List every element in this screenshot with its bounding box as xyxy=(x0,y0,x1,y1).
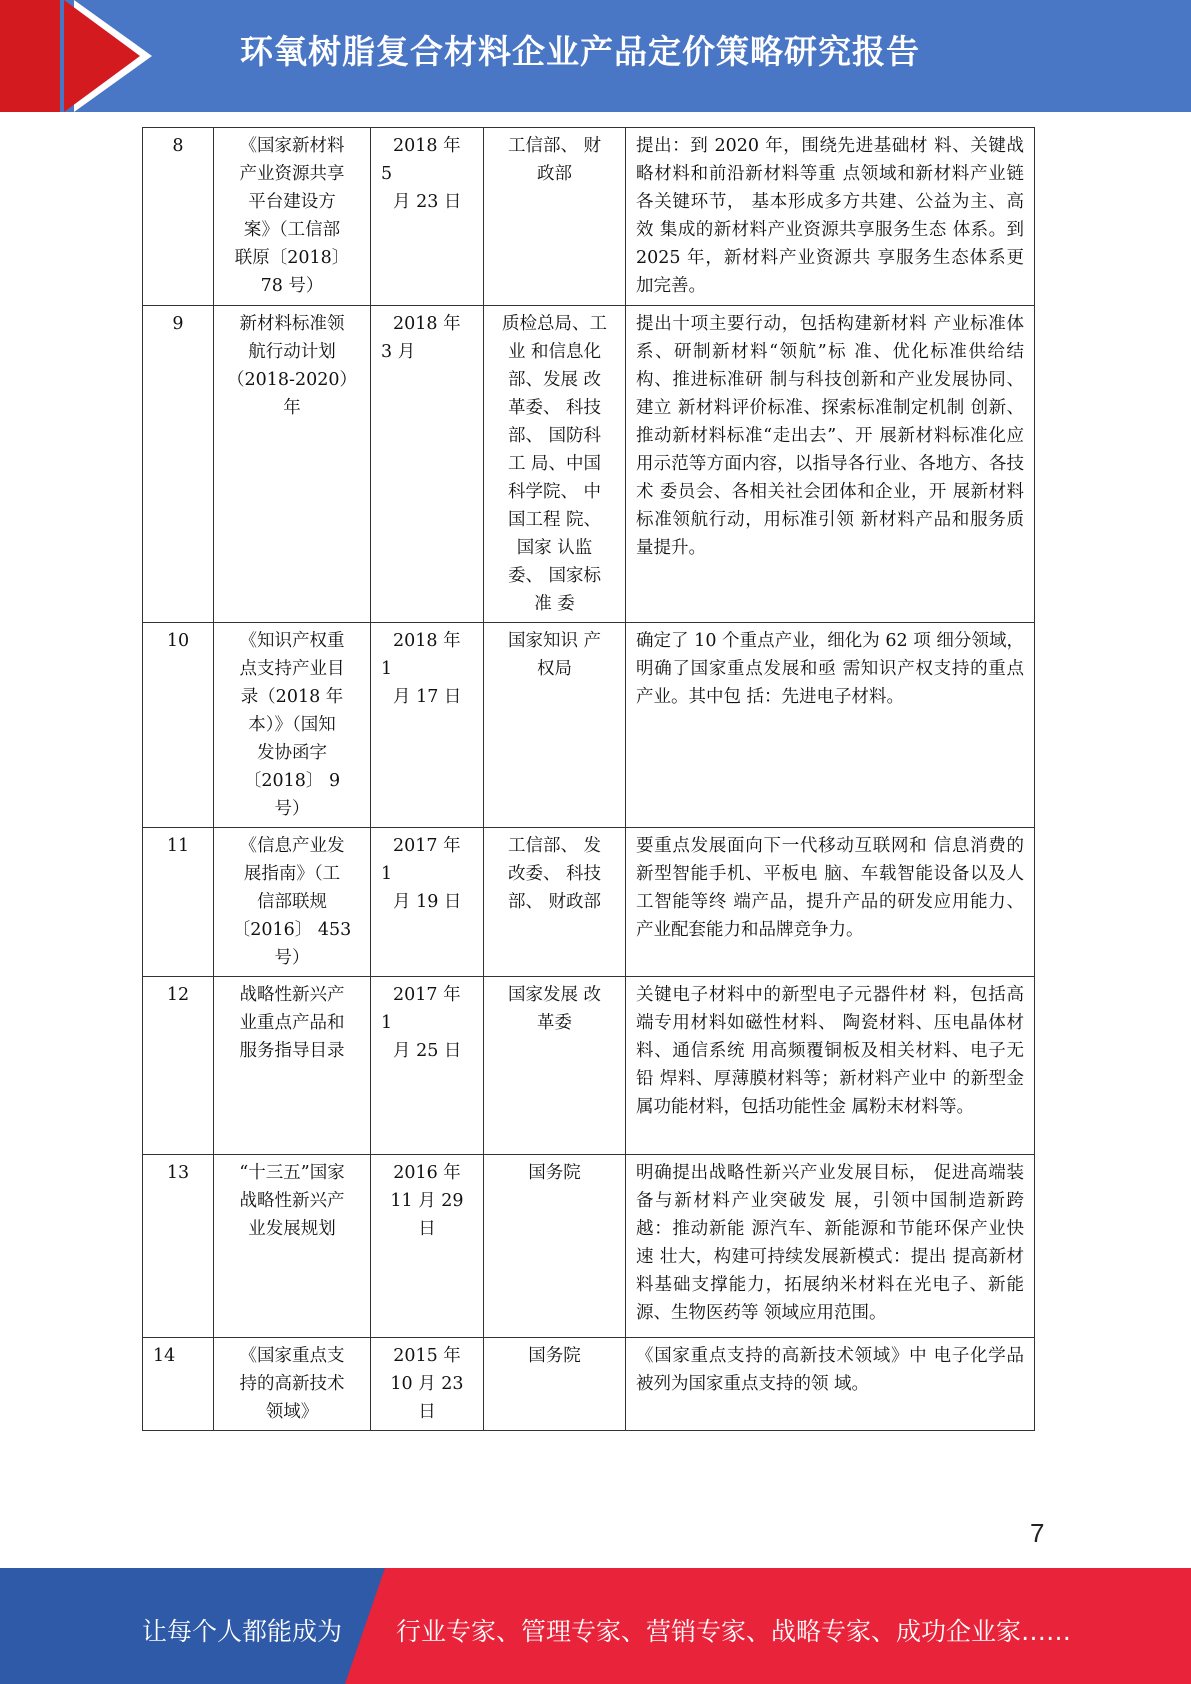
date-line: 月 23 日 xyxy=(393,192,462,212)
name-line: 航行动计划 xyxy=(248,342,336,362)
dept-line: 政部 xyxy=(537,164,572,184)
date-line: 2016 年 xyxy=(393,1163,461,1183)
name-line: 78 号） xyxy=(260,276,324,296)
dept-line: 部、发展 改 xyxy=(507,370,602,390)
dept-line: 革委、 科技 xyxy=(507,398,602,418)
document-name-cell xyxy=(214,306,371,623)
name-line: 〔2016〕 453 xyxy=(232,920,352,940)
date-line: 2018 年 xyxy=(393,314,461,334)
issue-date-cell xyxy=(371,828,484,977)
issue-date-cell xyxy=(371,1155,484,1338)
date-line: 2018 年 xyxy=(393,631,461,651)
footer-blue-slant xyxy=(345,1568,385,1684)
policy-description-cell: 提出：到 2020 年，围绕先进基础材 料、关键战略材料和前沿新材料等重 点领域和新材料产业链各关键环节， 基本形成多方共建、公益为主、高效 集成的新材料产业资源共享服务生态 体系。到 2025 年，新材料产业资源共 享服务生态体系更加完善。 xyxy=(626,128,1035,306)
issue-date-cell xyxy=(371,623,484,828)
date-line: 日 xyxy=(418,1402,436,1422)
page-header xyxy=(0,0,1191,112)
issuing-department-cell xyxy=(484,623,626,828)
name-line: 〔2018〕 9 xyxy=(243,771,341,791)
name-line: 信部联规 xyxy=(257,892,327,912)
date-line: 日 xyxy=(418,1219,436,1239)
policy-description-cell: 《国家重点支持的高新技术领域》中 电子化学品被列为国家重点支持的领 域。 xyxy=(626,1338,1035,1431)
name-line: 《国家新材料 xyxy=(239,136,345,156)
name-line: 业重点产品和 xyxy=(239,1013,345,1033)
name-line: （2018-2020） xyxy=(227,370,357,390)
document-name-cell xyxy=(214,828,371,977)
document-name-cell xyxy=(214,128,371,306)
dept-line: 质检总局、工 xyxy=(502,314,607,334)
dept-line: 国务院 xyxy=(528,1346,581,1366)
date-line: 3 月 xyxy=(381,342,416,362)
table-row xyxy=(143,828,1035,977)
name-line: 《国家重点支 xyxy=(239,1346,345,1366)
dept-line: 工信部、 发 xyxy=(507,836,602,856)
row-number-cell: 14 xyxy=(143,1338,214,1431)
table-row xyxy=(143,977,1035,1155)
name-line: 号） xyxy=(274,948,310,968)
row-number-cell: 9 xyxy=(143,306,214,623)
dept-line: 科学院、 中 xyxy=(507,482,602,502)
date-line: 月 17 日 xyxy=(393,687,462,707)
name-line: 业发展规划 xyxy=(248,1219,336,1239)
name-line: 联原〔2018〕 xyxy=(234,248,350,268)
issue-date-cell xyxy=(371,128,484,306)
name-line: 发协函字 xyxy=(257,743,327,763)
dept-line: 委、 国家标 xyxy=(507,566,602,586)
name-line: 点支持产业目 xyxy=(239,659,345,679)
date-line: 10 月 23 xyxy=(390,1374,464,1394)
dept-line: 部、 国防科 xyxy=(507,426,602,446)
dept-line: 革委 xyxy=(537,1013,572,1033)
document-name-cell xyxy=(214,1155,371,1338)
name-line: 展指南》（工 xyxy=(243,864,341,884)
row-number-cell: 11 xyxy=(143,828,214,977)
date-line: 1 xyxy=(381,1013,393,1033)
dept-line: 国家知识 产 xyxy=(507,631,602,651)
dept-line: 国工程 院、 xyxy=(507,510,602,530)
name-line: 年 xyxy=(283,398,301,418)
name-line: 服务指导目录 xyxy=(239,1041,345,1061)
policy-description-cell: 要重点发展面向下一代移动互联网和 信息消费的新型智能手机、平板电 脑、车载智能设备以及人工智能等终 端产品，提升产品的研发应用能力、 产业配套能力和品牌竞争力。 xyxy=(626,828,1035,977)
document-name-cell xyxy=(214,623,371,828)
document-name-cell xyxy=(214,977,371,1155)
name-line: 战略性新兴产 xyxy=(239,985,345,1005)
footer-slogan-left: 让每个人都能成为 xyxy=(142,1617,343,1646)
date-line: 1 xyxy=(381,864,393,884)
dept-line: 准 委 xyxy=(534,594,575,614)
policy-table xyxy=(142,127,1035,1431)
issuing-department-cell xyxy=(484,306,626,623)
document-name-cell xyxy=(214,1338,371,1431)
name-line: 《信息产业发 xyxy=(239,836,345,856)
row-number-cell: 10 xyxy=(143,623,214,828)
table-row xyxy=(143,128,1035,306)
header-red-arrow xyxy=(64,0,140,112)
date-line: 1 xyxy=(381,659,393,679)
issuing-department-cell xyxy=(484,1155,626,1338)
name-line: 持的高新技术 xyxy=(239,1374,345,1394)
issue-date-cell xyxy=(371,1338,484,1431)
dept-line: 部、 财政部 xyxy=(507,892,602,912)
footer-slogan-right: 行业专家、管理专家、营销专家、战略专家、成功企业家…… xyxy=(396,1617,1072,1646)
date-line: 2017 年 xyxy=(393,985,461,1005)
dept-line: 权局 xyxy=(537,659,572,679)
name-line: 战略性新兴产 xyxy=(239,1191,345,1211)
dept-line: 工信部、 财 xyxy=(507,136,602,156)
name-line: 本）》（国知 xyxy=(248,715,336,735)
issuing-department-cell xyxy=(484,977,626,1155)
name-line: 领域》 xyxy=(265,1402,319,1422)
dept-line: 改委、 科技 xyxy=(507,864,602,884)
dept-line: 国家 认监 xyxy=(516,538,593,558)
name-line: 案》（工信部 xyxy=(243,220,341,240)
row-number-cell: 12 xyxy=(143,977,214,1155)
table-row xyxy=(143,306,1035,623)
policy-description-cell: 提出十项主要行动，包括构建新材料 产业标准体系、研制新材料“领航”标 准、优化标准供给结构、推进标准研 制与科技创新和产业发展协同、建立 新材料评价标准、探索标准制定机制 创新、推动新材料标准“走出去”、开 展新材料标准化应用示范等方面内容，以指导各行业、各地方、各技术 委员会、各相关社会团体和企业，开 展新材料标准领航行动，用标准引领 新材料产品和服务质量提升。 xyxy=(626,306,1035,623)
dept-line: 业 和信息化 xyxy=(507,342,602,362)
issue-date-cell xyxy=(371,977,484,1155)
table-row xyxy=(143,1338,1035,1431)
date-line: 2015 年 xyxy=(393,1346,461,1366)
name-line: 号） xyxy=(274,799,310,819)
issue-date-cell xyxy=(371,306,484,623)
header-red-block xyxy=(0,0,60,112)
dept-line: 国务院 xyxy=(528,1163,581,1183)
date-line: 月 25 日 xyxy=(393,1041,462,1061)
policy-description-cell: 明确提出战略性新兴产业发展目标， 促进高端装备与新材料产业突破发 展，引领中国制造新跨越：推动新能 源汽车、新能源和节能环保产业快速 壮大，构建可持续发展新模式：提出 提高新材料基础支撑能力，拓展纳米材料在光电子、新能源、生物医药等 领域应用范围。 xyxy=(626,1155,1035,1338)
row-number-cell: 13 xyxy=(143,1155,214,1338)
policy-description-cell: 关键电子材料中的新型电子元器件材 料，包括高端专用材料如磁性材料、 陶瓷材料、压电晶体材料、通信系统 用高频覆铜板及相关材料、电子无铅 焊料、厚薄膜材料等；新材料产业中 的新型金属功能材料，包括功能性金 属粉末材料等。 xyxy=(626,977,1035,1155)
name-line: 录（2018 年 xyxy=(240,687,344,707)
name-line: 产业资源共享 xyxy=(239,164,345,184)
policy-description-cell: 确定了 10 个重点产业，细化为 62 项 细分领域，明确了国家重点发展和亟 需知识产权支持的重点产业。其中包 括：先进电子材料。 xyxy=(626,623,1035,828)
name-line: 《知识产权重 xyxy=(239,631,345,651)
date-line: 2017 年 xyxy=(393,836,461,856)
table-row xyxy=(143,623,1035,828)
issuing-department-cell xyxy=(484,128,626,306)
report-title: 环氧树脂复合材料企业产品定价策略研究报告 xyxy=(240,32,920,71)
name-line: 新材料标准领 xyxy=(239,314,345,334)
page-footer xyxy=(0,1568,1191,1684)
name-line: 平台建设方 xyxy=(248,192,336,212)
table-row xyxy=(143,1155,1035,1338)
date-line: 2018 年 xyxy=(393,136,461,156)
issuing-department-cell xyxy=(484,1338,626,1431)
row-number-cell: 8 xyxy=(143,128,214,306)
date-line: 11 月 29 xyxy=(390,1191,464,1211)
page-number: 7 xyxy=(1030,1518,1045,1548)
dept-line: 国家发展 改 xyxy=(507,985,602,1005)
date-line: 5 xyxy=(381,164,393,184)
issuing-department-cell xyxy=(484,828,626,977)
name-line: “十三五”国家 xyxy=(239,1163,345,1183)
date-line: 月 19 日 xyxy=(393,892,462,912)
dept-line: 工 局、中国 xyxy=(507,454,602,474)
